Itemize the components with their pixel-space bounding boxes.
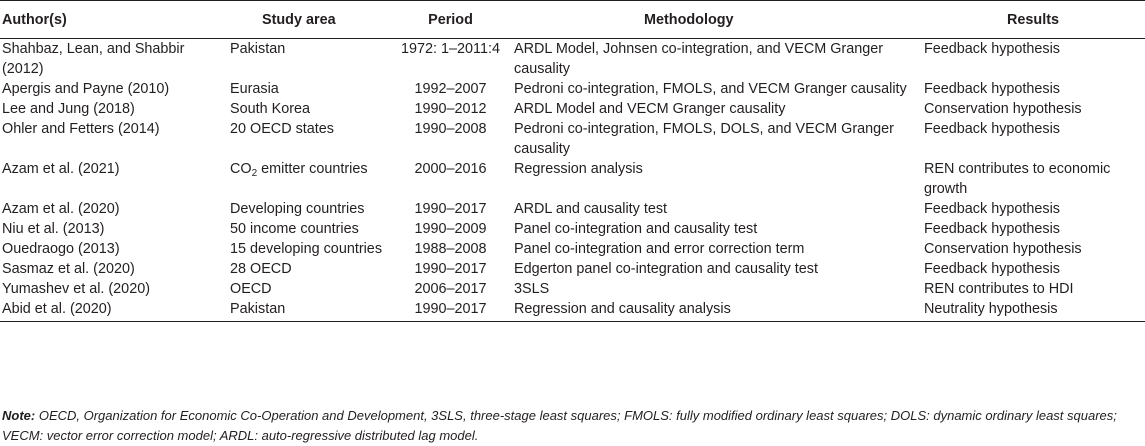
cell-period: 1990–2017 (414, 201, 487, 217)
header-authors: Author(s) (0, 1, 224, 39)
cell-results: Feedback hypothesis (924, 41, 1060, 57)
cell-results: Neutrality hypothesis (917, 299, 1145, 322)
cell-authors: Yumashev et al. (2020) (2, 281, 150, 297)
note-label: Note: (2, 408, 36, 423)
cell-study-area: 15 developing countries (230, 241, 383, 257)
cell-authors: Azam et al. (2020) (2, 201, 120, 217)
table-row (0, 159, 1145, 199)
cell-study-area: OECD (230, 281, 272, 297)
cell-period: 1990–2017 (414, 261, 487, 277)
cell-period: 1990–2009 (414, 221, 487, 237)
cell-period: 1990–2008 (414, 121, 487, 137)
cell-study-area: Pakistan (224, 299, 395, 322)
co2-prefix: CO (230, 161, 252, 177)
cell-results: Feedback hypothesis (924, 201, 1060, 217)
cell-study-area: 28 OECD (230, 261, 292, 277)
table-row (0, 299, 1145, 322)
cell-methodology: ARDL and causality test (514, 201, 668, 217)
cell-study-area: South Korea (230, 101, 311, 117)
note-text: OECD, Organization for Economic Co-Operation and Development, 3SLS, three-stage least squares; FMOLS: fully modified ordinary least squares; DOLS: dynamic ordinary least squares; VECM: vector error correction model; ARDL: auto-regressive distributed lag model. (2, 408, 1117, 443)
cell-results: REN contributes to HDI (924, 281, 1074, 297)
cell-results: Feedback hypothesis (924, 81, 1060, 97)
cell-authors: Shahbaz, Lean, and Shabbir (2012) (2, 41, 185, 77)
table-header (0, 1, 1145, 39)
header-row (0, 1, 1145, 39)
table-footnote (2, 406, 1142, 446)
cell-period: 1992–2007 (414, 81, 487, 97)
table-row (0, 279, 1145, 299)
cell-methodology: ARDL Model, Johnsen co-integration, and VECM Granger causality (514, 41, 884, 77)
cell-methodology: Pedroni co-integration, FMOLS, DOLS, and VECM Granger causality (514, 121, 894, 157)
cell-period: 2000–2016 (414, 161, 487, 177)
cell-methodology: Regression analysis (514, 161, 643, 177)
cell-methodology: 3SLS (514, 281, 550, 297)
cell-study-area (224, 159, 395, 199)
cell-authors: Niu et al. (2013) (2, 221, 105, 237)
co2-subscript: 2 (251, 168, 258, 179)
header-period: Period (395, 1, 506, 39)
cell-results: Conservation hypothesis (924, 241, 1082, 257)
cell-methodology: ARDL Model and VECM Granger causality (514, 101, 786, 117)
table-row (0, 39, 1145, 80)
cell-authors: Apergis and Payne (2010) (2, 81, 170, 97)
cell-authors: Sasmaz et al. (2020) (2, 261, 135, 277)
cell-period: 2006–2017 (414, 281, 487, 297)
cell-methodology: Edgerton panel co-integration and causality test (514, 261, 818, 277)
table-row (0, 259, 1145, 279)
cell-results: Feedback hypothesis (924, 221, 1060, 237)
cell-authors: Ohler and Fetters (2014) (2, 121, 160, 137)
cell-methodology: Panel co-integration and causality test (514, 221, 758, 237)
cell-study-area: Developing countries (230, 201, 365, 217)
cell-authors: Ouedraogo (2013) (2, 241, 120, 257)
cell-study-area: 20 OECD states (230, 121, 334, 137)
table-row (0, 79, 1145, 99)
cell-period: 1990–2017 (395, 299, 506, 322)
cell-authors: Lee and Jung (2018) (2, 101, 135, 117)
cell-period: 1972: 1–2011:4 (401, 41, 500, 57)
cell-results: REN contributes to economic growth (924, 161, 1111, 197)
header-results: Results (917, 1, 1145, 39)
cell-study-area: Eurasia (230, 81, 279, 97)
table-row (0, 119, 1145, 159)
table-row (0, 219, 1145, 239)
cell-methodology: Panel co-integration and error correction term (514, 241, 805, 257)
table-row (0, 99, 1145, 119)
header-methodology: Methodology (506, 1, 917, 39)
cell-results: Conservation hypothesis (924, 101, 1082, 117)
table-row (0, 199, 1145, 219)
cell-authors: Azam et al. (2021) (2, 161, 120, 177)
table-body (0, 39, 1145, 322)
co2-suffix: emitter countries (257, 161, 368, 177)
cell-methodology: Regression and causality analysis (506, 299, 917, 322)
table-row (0, 239, 1145, 259)
cell-authors: Abid et al. (2020) (0, 299, 224, 322)
cell-period: 1988–2008 (414, 241, 487, 257)
cell-methodology: Pedroni co-integration, FMOLS, and VECM Granger causality (514, 81, 907, 97)
cell-results: Feedback hypothesis (924, 121, 1060, 137)
cell-study-area: 50 income countries (230, 221, 359, 237)
header-study-area: Study area (224, 1, 395, 39)
cell-results: Feedback hypothesis (924, 261, 1060, 277)
cell-period: 1990–2012 (414, 101, 487, 117)
cell-study-area: Pakistan (230, 41, 286, 57)
